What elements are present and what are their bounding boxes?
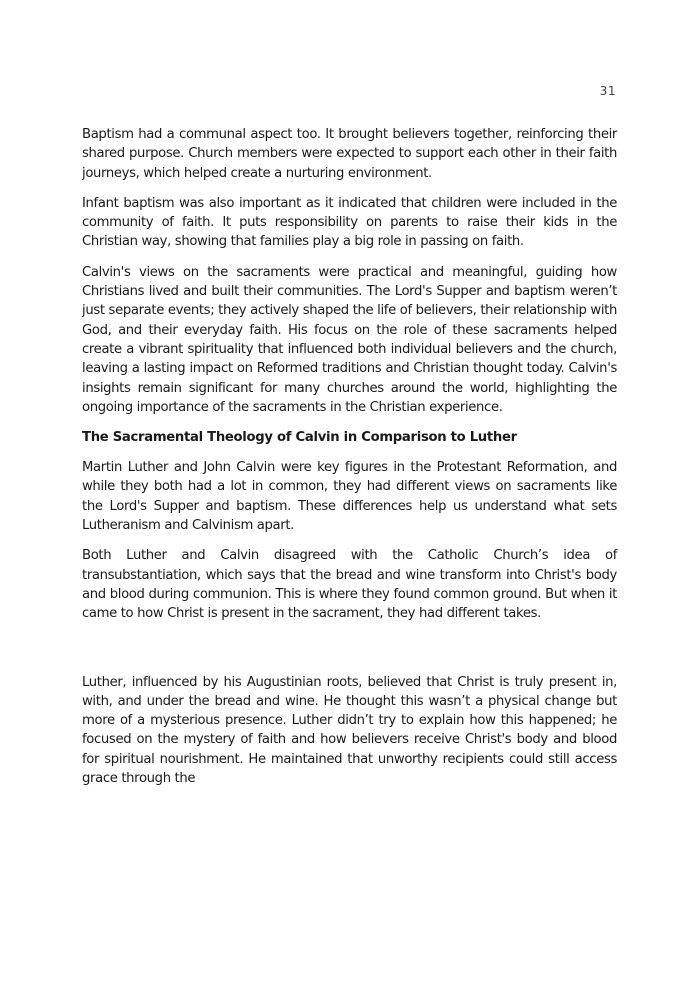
- paragraph-infant-baptism: Infant baptism was also important as it indicated that children were included in the community of faith. It puts responsibility on parents to raise their kids in the Christian way, showing that families play a big role in passing on faith.: [82, 195, 617, 250]
- page-number: 31: [599, 84, 616, 98]
- paragraph-transubstantiation: Both Luther and Calvin disagreed with the Catholic Church’s idea of transubstantiation, which says that the bread and wine transform into Christ's body and blood during communion. This is where they found common ground. But when it came to how Christ is present in the sacrament, they had different takes.: [82, 548, 617, 622]
- paragraph-communal-baptism: Baptism had a communal aspect too. It brought believers together, reinforcing their shared purpose. Church members were expected to support each other in their faith journeys, which helped create a nurturing environment.: [82, 127, 617, 181]
- page-content: [82, 125, 617, 799]
- section-heading: The Sacramental Theology of Calvin in Comparison to Luther: [82, 430, 517, 446]
- paragraph-luther-presence: Luther, influenced by his Augustinian roots, believed that Christ is truly present in, with, and under the bread and wine. He thought this wasn’t a physical change but more of a mysterious presence. Luther didn’t try to explain how this happened; he focused on the mystery of faith and how believers receive Christ's body and blood for spiritual nourishment. He maintained that unworthy recipients could still access grace through the: [82, 674, 617, 787]
- paragraph-luther-calvin-intro: Martin Luther and John Calvin were key figures in the Protestant Reformation, and while they both had a lot in common, they had different views on sacraments like the Lord's Supper and baptism. These differences help us understand what sets Lutheranism and Calvinism apart.: [82, 460, 617, 534]
- paragraph-calvin-views: Calvin's views on the sacraments were practical and meaningful, guiding how Christians lived and built their communities. The Lord's Supper and baptism weren’t just separate events; they actively shaped the life of believers, their relationship with God, and their everyday faith. His focus on the role of these sacraments helped create a vibrant spirituality that influenced both individual believers and the church, leaving a lasting impact on Reformed traditions and Christian thought today. Calvin's insights remain significant for many churches around the world, highlighting the ongoing importance of the sacraments in the Christian experience.: [82, 264, 617, 415]
- blank-space: [82, 635, 617, 673]
